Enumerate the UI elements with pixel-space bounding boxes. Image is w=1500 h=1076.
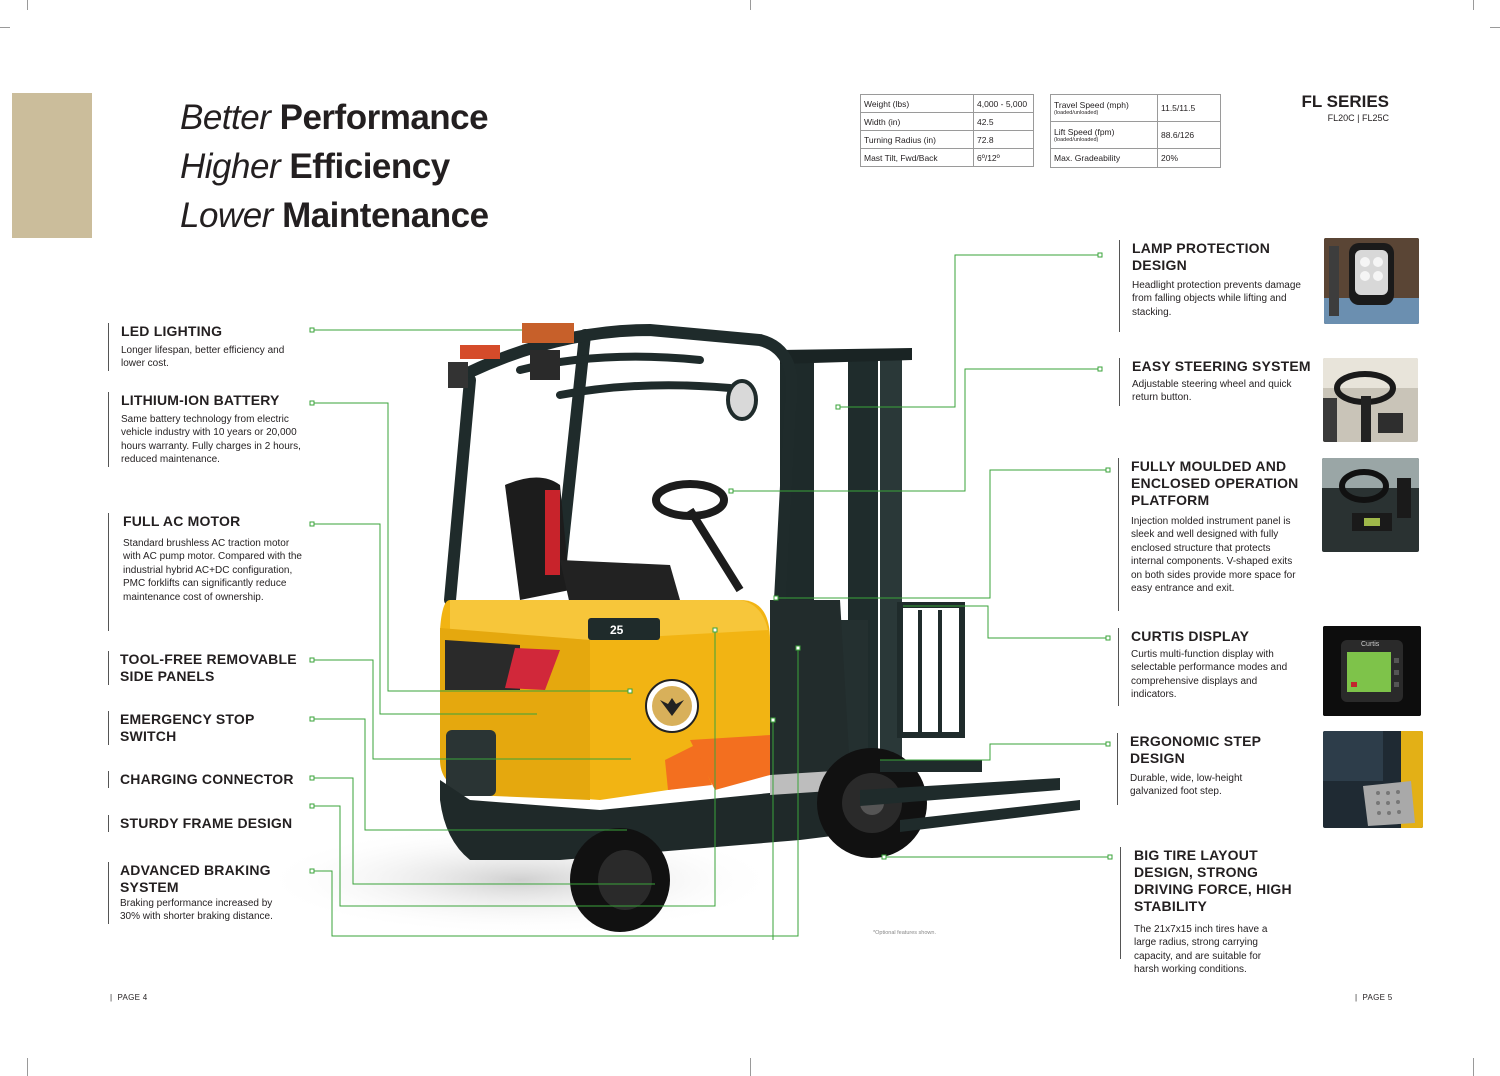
feature-lamp-protection [1119, 240, 1309, 332]
feature-desc: Braking performance increased by 30% with shorter braking distance. [120, 898, 273, 923]
feature-desc: Curtis multi-function display with selectable performance modes and comprehensive displays and indicators. [1131, 649, 1288, 701]
steering-photo [1323, 358, 1418, 442]
feature-title: BIG TIRE LAYOUT DESIGN, STRONG DRIVING FORCE, HIGH STABILITY [1134, 847, 1292, 914]
headline-light: Lower [180, 196, 273, 235]
feature-title: LAMP PROTECTION DESIGN [1132, 240, 1271, 273]
feature-divider [108, 651, 109, 685]
page-number-left: | PAGE 4 [110, 993, 148, 1002]
series-title: FL SERIES [1301, 92, 1389, 111]
overhead-guard [450, 330, 792, 600]
feature-divider [1118, 628, 1119, 706]
spec-label: Weight (lbs) [861, 95, 974, 113]
display-photo [1323, 626, 1421, 716]
display-brand-text: Curtis [1361, 641, 1380, 648]
feature-title: STURDY FRAME DESIGN [120, 815, 293, 831]
headline-bold: Performance [279, 98, 489, 137]
feature-desc: The 21x7x15 inch tires have a large radius, strong carrying capacity, and are suitable for harsh working conditions. [1134, 924, 1268, 976]
feature-curtis-display [1118, 628, 1308, 706]
spec-label-text: Lift Speed (fpm) [1054, 127, 1115, 137]
feature-title: ADVANCED BRAKING SYSTEM [120, 862, 271, 895]
page-number-right: | PAGE 5 [1355, 993, 1393, 1002]
feature-lithium-battery [108, 392, 303, 467]
spec-value: 88.6/126 [1158, 122, 1221, 149]
headline-light: Better [180, 98, 271, 137]
feature-title: CURTIS DISPLAY [1131, 628, 1250, 644]
spec-sub: (loaded/unloaded) [1054, 110, 1099, 116]
lamp-photo [1324, 238, 1419, 324]
feature-charging-connector [108, 771, 308, 788]
feature-divider [1120, 847, 1121, 959]
spec-label: Turning Radius (in) [861, 131, 974, 149]
feature-divider [108, 711, 109, 745]
feature-title: EASY STEERING SYSTEM [1132, 358, 1311, 374]
page-number-text: PAGE 4 [117, 993, 148, 1002]
feature-title: TOOL-FREE REMOVABLE SIDE PANELS [120, 651, 297, 684]
feature-desc: Adjustable steering wheel and quick return button. [1132, 379, 1292, 404]
feature-title: FULL AC MOTOR [123, 513, 241, 529]
feature-title: CHARGING CONNECTOR [120, 771, 294, 787]
yellow-body [440, 600, 770, 800]
feature-title: LITHIUM-ION BATTERY [121, 392, 280, 408]
spec-value: 20% [1158, 149, 1221, 168]
mirror [728, 381, 756, 419]
series-models: FL20C | FL25C [1327, 113, 1389, 123]
feature-big-tire [1120, 847, 1320, 976]
feature-led-lighting [108, 323, 298, 371]
feature-braking [108, 862, 298, 924]
headline-bold: Maintenance [282, 196, 489, 235]
feature-desc: Durable, wide, low-height galvanized foot step. [1130, 773, 1243, 798]
spec-value: 11.5/11.5 [1158, 95, 1221, 122]
feature-ac-motor [108, 513, 303, 631]
feature-divider [108, 862, 109, 924]
brand-badge [646, 680, 698, 732]
feature-sturdy-frame [108, 815, 308, 832]
page-number-text: PAGE 5 [1362, 993, 1393, 1002]
feature-divider [1117, 733, 1118, 805]
feature-divider [108, 771, 109, 788]
step-photo [1323, 731, 1423, 828]
feature-divider [1118, 458, 1119, 611]
forklift-number: 25 [610, 623, 624, 637]
feature-side-panels [108, 651, 308, 685]
feature-title: ERGONOMIC STEP DESIGN [1130, 733, 1261, 766]
feature-desc: Injection molded instrument panel is sleek and well designed with fully enclosed structure that protects internal components. V-shaped exits on both sides provide more space for easy entrance and exit. [1131, 516, 1296, 595]
spec-value: 4,000 - 5,000 [974, 95, 1034, 113]
feature-title: LED LIGHTING [121, 323, 223, 339]
feature-operation-platform [1118, 458, 1308, 611]
feature-easy-steering [1119, 358, 1314, 406]
feature-step-design [1117, 733, 1307, 805]
feature-emergency-stop [108, 711, 308, 745]
feature-divider [108, 392, 109, 467]
spec-value: 42.5 [974, 113, 1034, 131]
feature-desc: Longer lifespan, better efficiency and lower cost. [121, 345, 285, 370]
spec-sub: (loaded/unloaded) [1054, 137, 1099, 143]
feature-divider [108, 513, 109, 631]
spec-value: 6º/12º [974, 149, 1034, 167]
feature-desc: Standard brushless AC traction motor with AC pump motor. Compared with the industrial hybrid AC+DC configuration, PMC forklifts can significantly reduce maintenance cost of ownership. [123, 538, 302, 603]
feature-desc: Same battery technology from electric vehicle industry with 10 years or 20,000 hours warranty. Fully charges in 2 hours, reduced maintenance. [121, 414, 301, 466]
feature-title: EMERGENCY STOP SWITCH [120, 711, 255, 744]
platform-photo [1322, 458, 1419, 552]
footnote: *Optional features shown. [873, 930, 936, 936]
feature-desc: Headlight protection prevents damage from falling objects while lifting and stacking. [1132, 280, 1301, 318]
feature-divider [1119, 358, 1120, 406]
headline-light: Higher [180, 147, 281, 186]
feature-divider [1119, 240, 1120, 332]
spec-value: 72.8 [974, 131, 1034, 149]
feature-divider [108, 815, 109, 832]
spec-label: Width (in) [861, 113, 974, 131]
spec-label: Max. Gradeability [1051, 149, 1158, 168]
feature-title: FULLY MOULDED AND ENCLOSED OPERATION PLATFORM [1131, 458, 1299, 508]
headline-bold: Efficiency [289, 147, 450, 186]
spec-label: Mast Tilt, Fwd/Back [861, 149, 974, 167]
feature-divider [108, 323, 109, 371]
rear-wheel [570, 828, 670, 932]
spec-label-text: Travel Speed (mph) [1054, 100, 1129, 110]
